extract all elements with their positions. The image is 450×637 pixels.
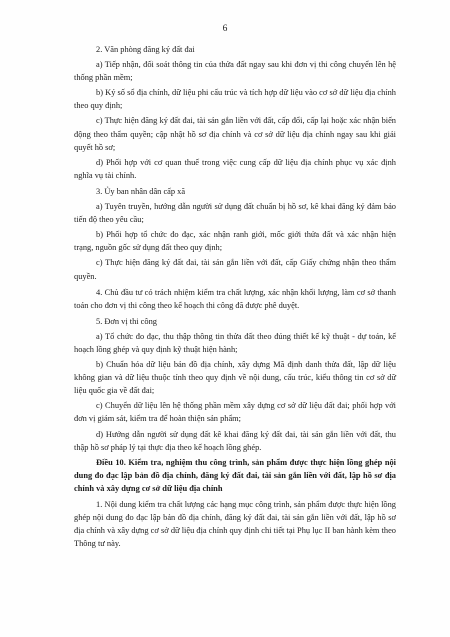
section-heading-commune-committee: 3. Ủy ban nhân dân cấp xã — [96, 186, 186, 196]
paragraph-5c: c) Chuyển dữ liệu lên hệ thống phần mềm xây dựng cơ sở dữ liệu đất đai; phối hợp với đơn vị giám sát, kiểm tra để hoàn thiện sản phẩm; — [74, 401, 396, 424]
article-10-paragraph-1: 1. Nội dung kiểm tra chất lượng các hạng mục công trình, sản phẩm được thực hiện lồng ghép nội dung đo đạc lập bản đồ địa chính, đăng ký đất đai, tài sản gắn liền với đất, lập hồ sơ địa chính và xây dựng cơ sở dữ liệu địa chính quy định chi tiết tại Phụ lục II ban hành kèm theo Thông tư này. — [74, 500, 396, 549]
paragraph-5b: b) Chuẩn hóa dữ liệu bản đồ địa chính, xây dựng Mã định danh thửa đất, lập dữ liệu không gian và dữ liệu thuộc tính theo quy định về nội dung, cấu trúc, kiểu thông tin cơ sở dữ liệu quốc gia về đất đai; — [74, 360, 396, 396]
article-10-heading: Điều 10. Kiểm tra, nghiệm thu công trình, sản phẩm được thực hiện lồng ghép nội dung đo đạc lập bản đồ địa chính, đăng ký đất đai, tài sản gắn liền với đất, lập hồ sơ địa chính và xây dựng cơ sở dữ liệu địa chính — [74, 457, 396, 493]
paragraph-3b: b) Phối hợp tổ chức đo đạc, xác nhận ranh giới, mốc giới thửa đất và xác nhận hiện trạng, nguồn gốc sử dụng đất theo quy định; — [74, 230, 396, 253]
paragraph-4-investor: 4. Chủ đầu tư có trách nhiệm kiểm tra chất lượng, xác nhận khối lượng, làm cơ sở thanh toán cho đơn vị thi công theo kế hoạch thi công đã được phê duyệt. — [74, 287, 396, 310]
paragraph-3a: a) Tuyên truyền, hướng dẫn người sử dụng đất chuẩn bị hồ sơ, kê khai đăng ký đảm bảo tiến độ theo yêu cầu; — [74, 202, 396, 225]
paragraph-3c: c) Thực hiện đăng ký đất đai, tài sản gắn liền với đất, cấp Giấy chứng nhận theo thẩm quyền. — [74, 258, 396, 281]
paragraph-2b: b) Ký số sổ địa chính, dữ liệu phi cấu trúc và tích hợp dữ liệu vào cơ sở dữ liệu địa chính theo quy định; — [74, 88, 396, 111]
paragraph-5d: d) Hướng dẫn người sử dụng đất kê khai đăng ký đất đai, tài sản gắn liền với đất, thu thập hồ sơ pháp lý tại thực địa theo kế hoạch lồng ghép. — [74, 429, 396, 452]
paragraph-2a: a) Tiếp nhận, đối soát thông tin của thửa đất ngay sau khi đơn vị thi công chuyển lên hệ thống phần mềm; — [74, 60, 396, 83]
section-heading-land-registration-office: 2. Văn phòng đăng ký đất đai — [96, 45, 195, 54]
document-body — [74, 40, 396, 552]
section-heading-construction-unit: 5. Đơn vị thi công — [96, 316, 157, 326]
paragraph-2d: d) Phối hợp với cơ quan thuế trong việc cung cấp dữ liệu địa chính phục vụ xác định nghĩa vụ tài chính. — [74, 157, 396, 180]
page-number: 6 — [222, 24, 228, 34]
paragraph-2c: c) Thực hiện đăng ký đất đai, tài sản gắn liền với đất, cấp đổi, cấp lại hoặc xác nhận biến động theo thẩm quyền; cập nhật hồ sơ địa chính và cơ sở dữ liệu địa chính ngay sau khi giải quyết hồ sơ; — [74, 116, 396, 152]
paragraph-5a: a) Tổ chức đo đạc, thu thập thông tin thửa đất theo đúng thiết kế kỹ thuật - dự toán, kế hoạch lồng ghép và quy định kỹ thuật hiện hành; — [74, 331, 396, 354]
